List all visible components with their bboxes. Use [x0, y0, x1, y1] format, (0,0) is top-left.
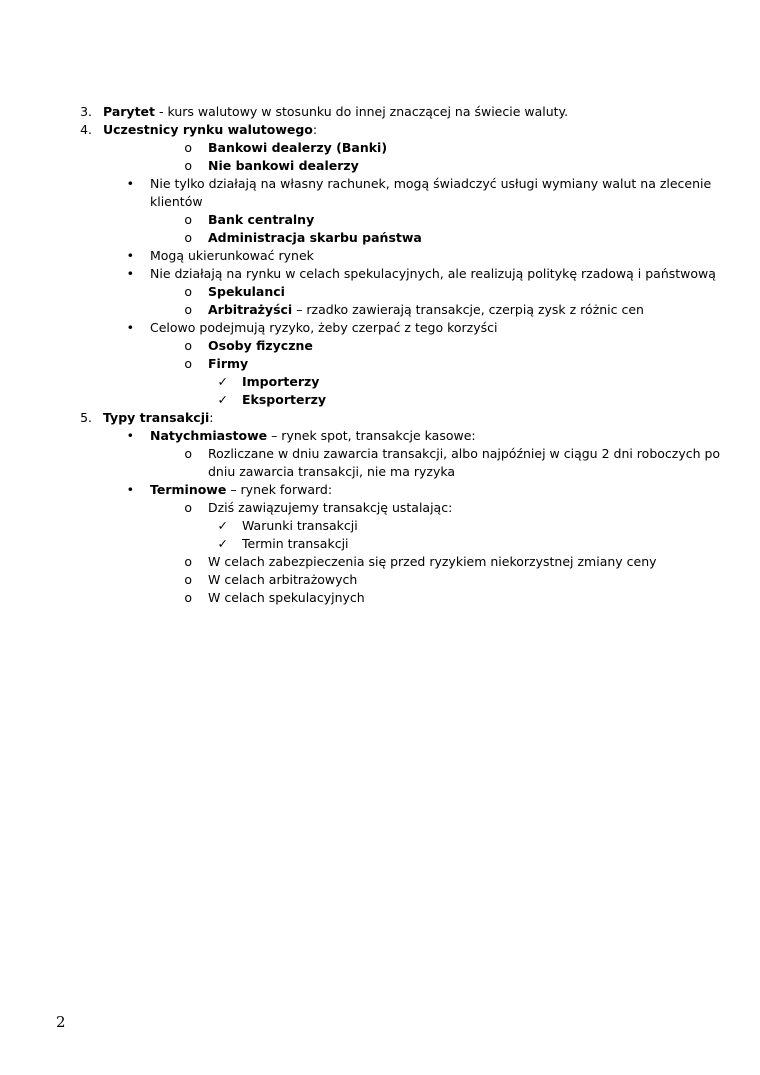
list-item	[150, 427, 476, 445]
list-number: 4.	[80, 122, 92, 137]
checkmark-icon: ✓	[217, 536, 228, 551]
list-item	[242, 535, 349, 553]
list-item	[208, 157, 359, 175]
list-item	[208, 139, 387, 157]
dot-bullet-icon: •	[126, 266, 134, 281]
circle-bullet-icon: o	[184, 140, 192, 155]
circle-bullet-icon: o	[184, 302, 192, 317]
list-number: 5.	[80, 410, 92, 425]
circle-bullet-icon: o	[184, 158, 192, 173]
term: Arbitrażyści	[208, 302, 293, 317]
circle-bullet-icon: o	[184, 284, 192, 299]
definition: - kurs walutowy w stosunku do innej znaczącej na świecie waluty.	[155, 104, 569, 119]
definition: – rynek spot, transakcje kasowe:	[267, 428, 476, 443]
list-item	[103, 121, 317, 139]
definition: – rzadko zawierają transakcje, czerpią zysk z różnic cen	[292, 302, 644, 317]
item-text: Warunki transakcji	[242, 518, 358, 533]
item-text: W celach spekulacyjnych	[208, 590, 365, 605]
circle-bullet-icon: o	[184, 590, 192, 605]
checkmark-icon: ✓	[217, 518, 228, 533]
item-text: dniu zawarcia transakcji, nie ma ryzyka	[208, 464, 456, 479]
item-text: Nie tylko działają na własny rachunek, mogą świadczyć usługi wymiany walut na zlecenie	[150, 176, 712, 191]
page-number: 2	[56, 1013, 66, 1031]
list-item	[242, 373, 319, 391]
term: Administracja skarbu państwa	[208, 230, 422, 245]
circle-bullet-icon: o	[184, 356, 192, 371]
term: Firmy	[208, 356, 249, 371]
list-item-continuation	[150, 193, 203, 211]
dot-bullet-icon: •	[126, 320, 134, 335]
dot-bullet-icon: •	[126, 176, 134, 191]
definition: :	[312, 122, 318, 137]
item-text: Celowo podejmują ryzyko, żeby czerpać z tego korzyści	[150, 320, 498, 335]
list-item	[103, 103, 568, 121]
dot-bullet-icon: •	[126, 428, 134, 443]
list-item	[208, 589, 365, 607]
circle-bullet-icon: o	[184, 572, 192, 587]
list-item	[208, 337, 313, 355]
list-item	[150, 175, 711, 193]
list-item	[150, 319, 498, 337]
term: Importerzy	[242, 374, 320, 389]
list-item	[208, 553, 657, 571]
definition: :	[209, 410, 214, 425]
term: Natychmiastowe	[150, 428, 268, 443]
list-item	[208, 229, 422, 247]
term: Typy transakcji	[103, 410, 210, 425]
circle-bullet-icon: o	[184, 500, 192, 515]
list-item	[208, 499, 452, 517]
list-item-continuation	[208, 463, 455, 481]
circle-bullet-icon: o	[184, 230, 192, 245]
list-item	[208, 445, 720, 463]
list-item	[208, 283, 285, 301]
list-item	[208, 355, 248, 373]
checkmark-icon: ✓	[217, 374, 228, 389]
dot-bullet-icon: •	[126, 482, 134, 497]
list-number: 3.	[80, 104, 92, 119]
list-item	[103, 409, 214, 427]
term: Bank centralny	[208, 212, 315, 227]
checkmark-icon: ✓	[217, 392, 228, 407]
list-item	[150, 265, 716, 283]
term: Parytet	[103, 104, 156, 119]
term: Bankowi dealerzy (Banki)	[208, 140, 388, 155]
list-item	[208, 571, 357, 589]
term: Osoby fizyczne	[208, 338, 313, 353]
circle-bullet-icon: o	[184, 212, 192, 227]
dot-bullet-icon: •	[126, 248, 134, 263]
list-item	[242, 517, 358, 535]
list-item	[242, 391, 326, 409]
item-text: Mogą ukierunkować rynek	[150, 248, 314, 263]
item-text: W celach arbitrażowych	[208, 572, 358, 587]
item-text: Termin transakcji	[242, 536, 349, 551]
term: Spekulanci	[208, 284, 285, 299]
item-text: Rozliczane w dniu zawarcia transakcji, albo najpóźniej w ciągu 2 dni roboczych po	[208, 446, 721, 461]
item-text: W celach zabezpieczenia się przed ryzykiem niekorzystnej zmiany ceny	[208, 554, 657, 569]
item-text: Dziś zawiązujemy transakcję ustalając:	[208, 500, 453, 515]
item-text: Nie działają na rynku w celach spekulacyjnych, ale realizują politykę rzadową i państwową	[150, 266, 716, 281]
circle-bullet-icon: o	[184, 446, 192, 461]
term: Nie bankowi dealerzy	[208, 158, 359, 173]
term: Terminowe	[150, 482, 227, 497]
circle-bullet-icon: o	[184, 338, 192, 353]
item-text: klientów	[150, 194, 203, 209]
list-item	[150, 247, 314, 265]
definition: – rynek forward:	[226, 482, 333, 497]
list-item	[208, 211, 314, 229]
circle-bullet-icon: o	[184, 554, 192, 569]
list-item	[150, 481, 332, 499]
term: Eksporterzy	[242, 392, 327, 407]
term: Uczestnicy rynku walutowego	[103, 122, 313, 137]
list-item	[208, 301, 644, 319]
